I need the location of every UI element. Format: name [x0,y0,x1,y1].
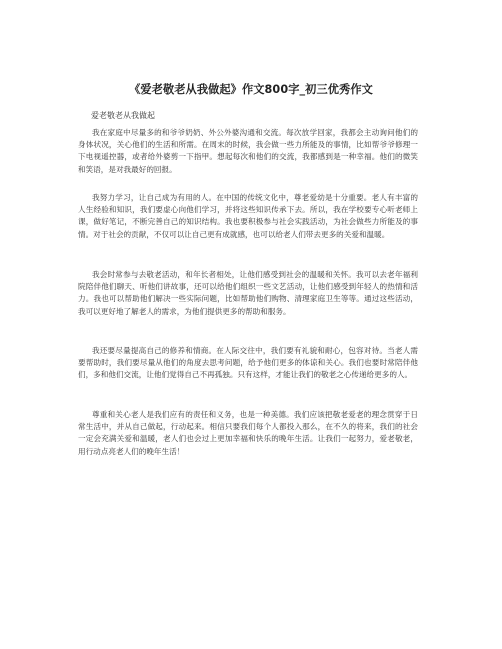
paragraph-2: 我努力学习，让自己成为有用的人。在中国的传统文化中，尊老爱幼是十分重要。老人有丰富的人生经验和知识，我们要虚心向他们学习，并将这些知识传承下去。所以，我在学校要专心听老师上课，做好笔记，不断完善自己的知识结构。我也要积极参与社会实践活动，为社会做些力所能及的事情。对于社会的贡献，不仅可以让自己更有成就感，也可以给老人们带去更多的关爱和温暖。 [78,193,418,239]
paragraph-3: 我会时常参与去敬老活动，和年长者相处，让他们感受到社会的温暖和关怀。我可以去老年福利院陪伴他们聊天、听他们讲故事，还可以给他们组织一些文艺活动，让他们感受到年轻人的热情和活力。我也可以帮助他们解决一些实际问题，比如帮助他们购物、清理家庭卫生等等。通过这些活动，我可以更好地了解老人的需求，为他们提供更多的帮助和服务。 [78,270,418,316]
paragraph-4: 我还要尽量提高自己的修养和情商。在人际交往中，我们要有礼貌和耐心，包容对待。当老人需要帮助时，我们要尽量从他们的角度去思考问题，给予他们更多的体谅和关心。我们也要时常陪伴他们，多和他们交流，让他们觉得自己不再孤独。只有这样，才能让我们的敬老之心传递给更多的人。 [78,346,418,380]
document-subtitle: 爱老敬老从我做起 [91,111,155,120]
paragraph-1: 我在家庭中尽量多的和爷爷奶奶、外公外婆沟通和交流。每次放学回家，我都会主动询问他们的身体状况，关心他们的生活和所需。在周末的时候，我会做一些力所能及的事情，比如帮爷爷修理一下电视遥控器，或者给外婆剪一下指甲。想起每次和他们的交流，我都感到是一种幸福。他们的微笑和笑语，是对我最好的回报。 [78,128,418,174]
document-title: 《爱老敬老从我做起》作文800字_初三优秀作文 [129,83,373,96]
paragraph-5: 尊重和关心老人是我们应有的责任和义务，也是一种美德。我们应该把敬老爱老的理念贯穿于日常生活中，并从自己做起，行动起来。相信只要我们每个人都投入那么，在不久的将来，我们的社会一定会充满关爱和温暖，老人们也会过上更加幸福和快乐的晚年生活。让我们一起努力，爱老敬老，用行动点亮老人们的晚年生活！ [78,410,418,456]
